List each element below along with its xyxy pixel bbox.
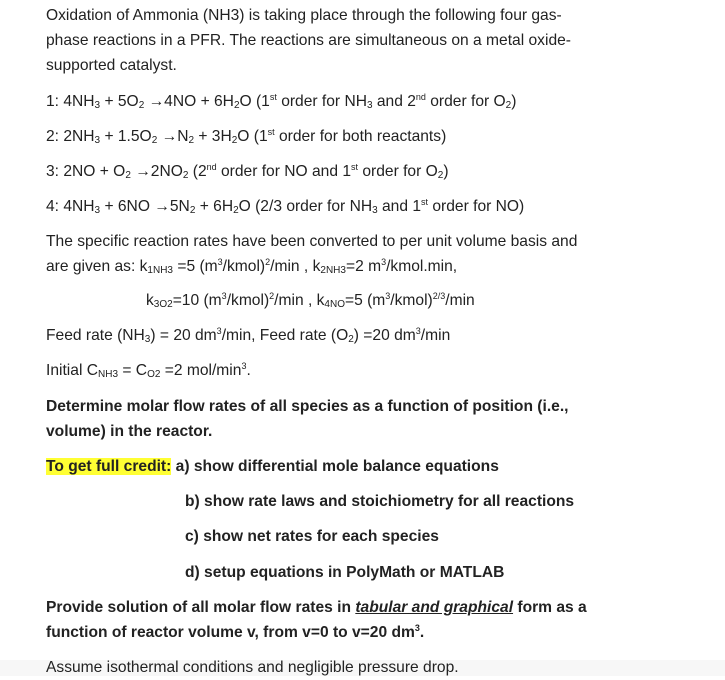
reaction-3: 3: $2NO + O_2 \to 2NO_2$ (2nd order for NO and 1st order for $O_2$) (46, 162, 449, 181)
credit-line-c: c) show net rates for each species (185, 528, 439, 545)
provide-line-1: Provide solution of all molar flow rates in tabular and graphical form as a (46, 599, 587, 616)
intro-line-3: supported catalyst. (46, 57, 177, 74)
intro-line-1: Oxidation of Ammonia (NH3) is taking place through the following four gas- (46, 7, 562, 24)
intro-line-2: phase reactions in a PFR. The reactions are simultaneous on a metal oxide- (46, 32, 571, 49)
credit-line-a: To get full credit: a) show differential mole balance equations (46, 458, 499, 475)
determine-line-1: Determine molar flow rates of all species as a function of position (i.e., (46, 398, 569, 415)
rates-line-2: are given as: $k_{1NH3} =5$ $(m^3/kmol)^2/\min$ , $k_{2NH3}=2$ $m^3/kmol.\min$, (46, 257, 458, 276)
credit-line-b: b) show rate laws and stoichiometry for all reactions (185, 493, 575, 510)
rates-line-1: The specific reaction rates have been converted to per unit volume basis and (46, 233, 578, 250)
determine-line-2: volume) in the reactor. (46, 423, 213, 440)
tabular-graphical-emphasis: tabular and graphical (355, 599, 514, 616)
rates-line-3: $k_{3O2}=10$ $(m^3/kmol)^2/\min$ , $k_{4NO}=5$ $(m^3/kmol)^{2/3}/\min$ (146, 291, 475, 310)
feed-rates: Feed rate $(NH_3) = 20$ $dm^3/\min$, Feed rate $(O_2) =20$ $dm^3/\min$ (46, 326, 451, 345)
provide-line-2: function of reactor volume v, from v=0 to v=20 $dm^3$. (46, 623, 425, 641)
full-credit-highlight: To get full credit: (46, 458, 172, 475)
reaction-2: 2: $2NH_3 + 1.5O_2 \to N_2 + 3H_2O$ (1st order for both reactants) (46, 127, 447, 146)
reaction-1: 1: $4NH_3 + 5O_2 \to 4NO + 6H_2O$ (1st order for $NH_3$ and 2nd order for $O_2$) (46, 92, 517, 111)
reaction-4: 4: $4NH_3 + 6NO \to 5N_2 + 6H_2O$ (2/3 order for $NH_3$ and 1st order for NO) (46, 197, 525, 216)
assumption-line: Assume isothermal conditions and negligible pressure drop. (46, 659, 459, 676)
initial-concentration: Initial $C_{NH3} = C_{O2} =2$ mol/$\min^3$. (46, 361, 251, 380)
credit-line-d: d) setup equations in PolyMath or MATLAB (185, 564, 505, 581)
